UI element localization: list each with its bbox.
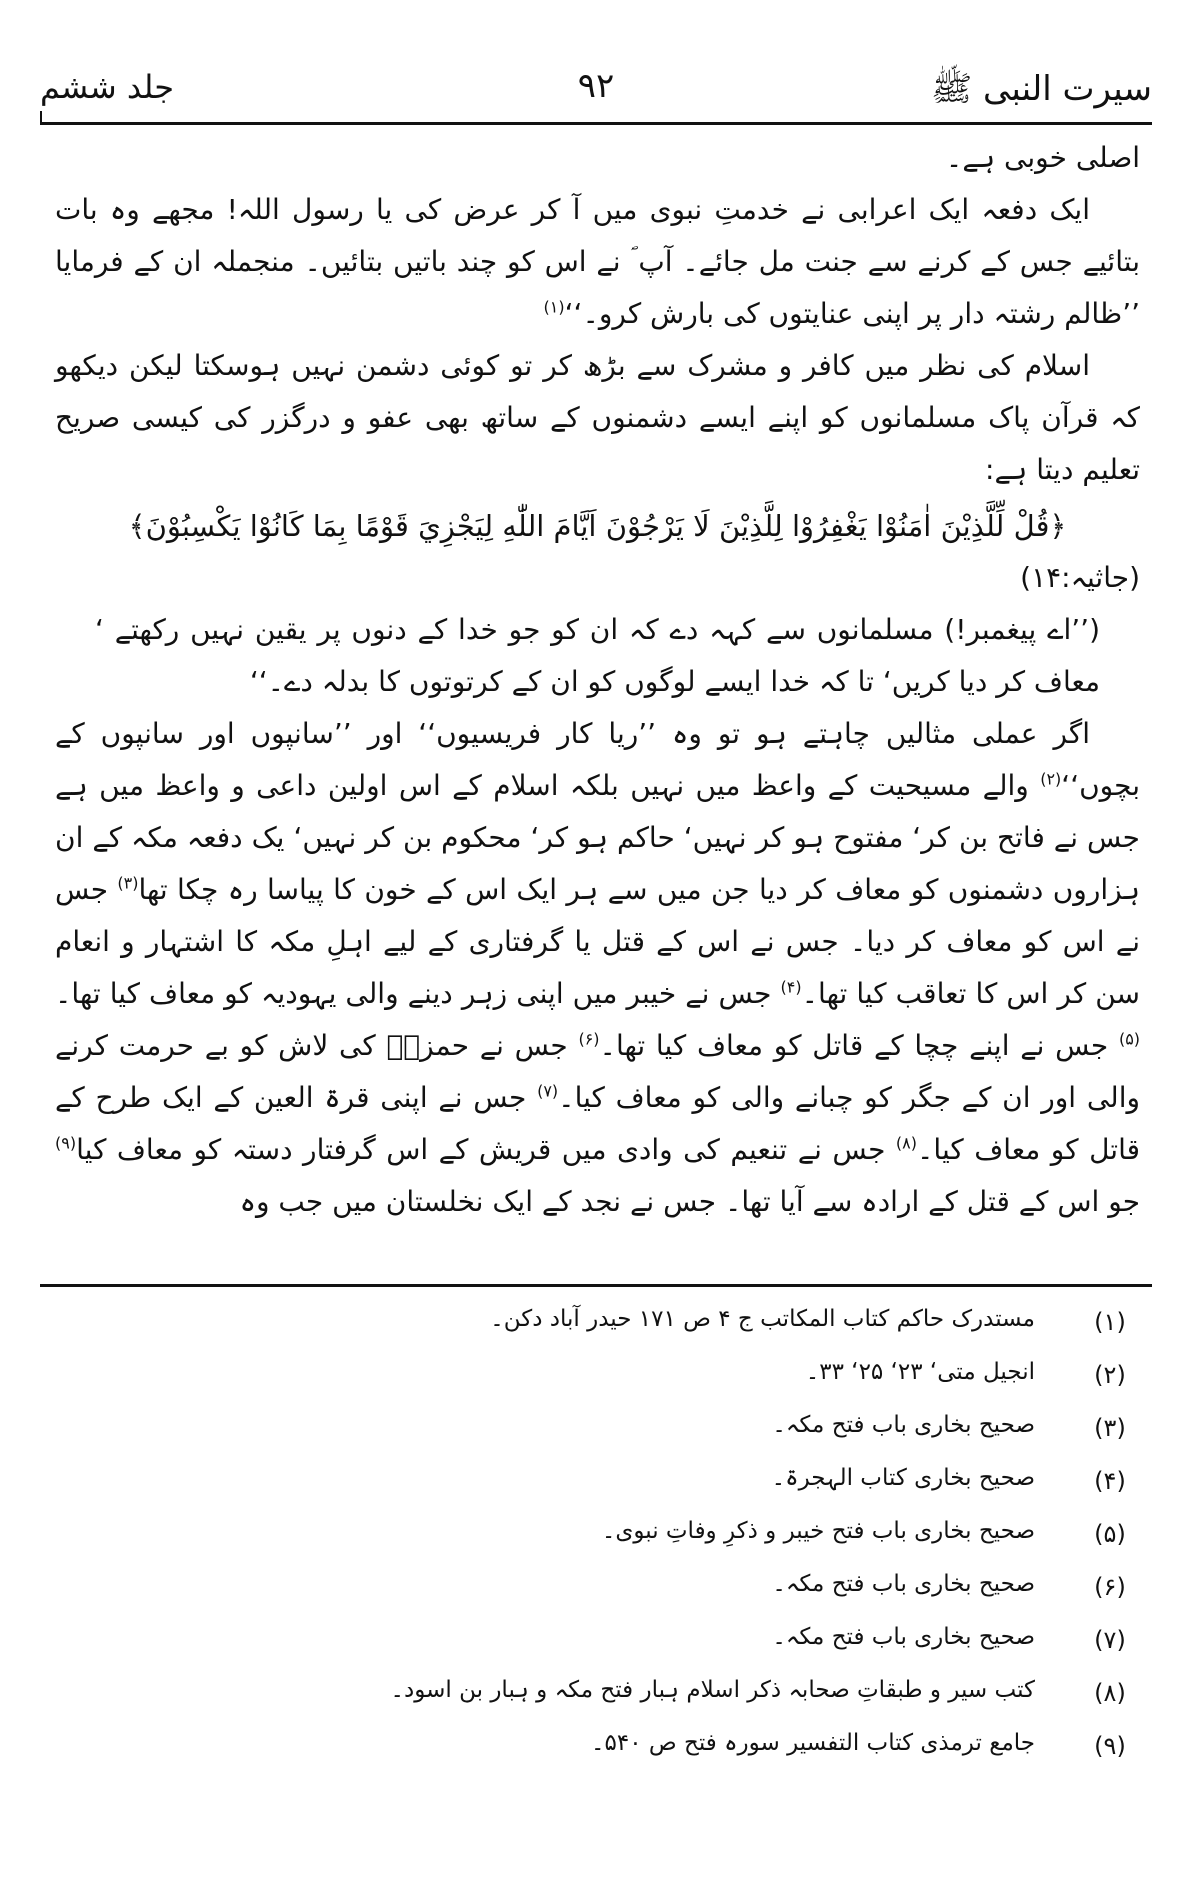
footnote-text: صحیح بخاری کتاب الہجرۃ۔ [771, 1465, 1035, 1491]
footnote-ref: (۹) [55, 1133, 77, 1153]
header-rule-tick [40, 111, 72, 125]
footnote-ref: (۷) [537, 1081, 559, 1101]
footnote-number: (۱) [1094, 1308, 1126, 1336]
footnote [60, 1618, 1140, 1671]
paragraph: اسلام کی نظر میں کافر و مشرک سے بڑھ کر تو کوئی دشمن نہیں ہوسکتا لیکن دیکھو کہ قرآن پاک مسلمانوں کو اپنے ایسے دشمنوں کے ساتھ بھی عفو و درگزر کی کیسی صریح تعلیم دیتا ہے: [55, 349, 1140, 486]
volume-label: جلد ششم [40, 68, 174, 106]
footnote-ref: (۱) [543, 297, 565, 317]
book-title: سیرت النبی ﷺ [931, 69, 1152, 109]
page-number: ۹۲ [577, 66, 615, 106]
footnote [60, 1512, 1140, 1565]
footnote-number: (۳) [1094, 1414, 1126, 1442]
paragraph: اصلی خوبی ہے۔ [945, 141, 1140, 174]
footnote-text: صحیح بخاری باب فتح مکہ۔ [772, 1624, 1035, 1650]
footnote-number: (۷) [1094, 1626, 1126, 1654]
footnote-ref: (۵) [1118, 1029, 1141, 1049]
footnotes [60, 1300, 1140, 1777]
paragraph-text: جس نے حمزہؓ کی لاش کو بے حرمت کرنے والی اور ان کے جگر کو چبانے والی کو معاف کیا۔ [55, 1029, 1140, 1114]
footnote-ref: (۳) [117, 873, 139, 893]
footnote-text: صحیح بخاری باب فتح مکہ۔ [772, 1412, 1035, 1438]
page-header [40, 62, 1152, 122]
header-rule [40, 122, 1152, 125]
paragraph [55, 184, 1140, 340]
paragraph-text: جس نے خیبر میں اپنی زہر دینے والی یہودیہ کو معاف کیا تھا۔ [55, 977, 772, 1010]
footnote-number: (۵) [1094, 1520, 1126, 1548]
paragraph-text: جس نے اپنی قرۃ العین کے ایک طرح کے قاتل کو معاف کیا۔ [55, 1081, 1141, 1166]
footnote [60, 1671, 1140, 1724]
paragraph [55, 708, 1140, 1228]
footnote-text: صحیح بخاری باب فتح مکہ۔ [772, 1571, 1035, 1597]
paragraph-text: جس نے اس کو معاف کر دیا۔ جس نے اس کے قتل یا گرفتاری کے لیے اہلِ مکہ کا اشتہار و انعام سن کر اس کا تعاقب کیا تھا۔ [55, 873, 1140, 1010]
footnote-ref: (۶) [578, 1029, 600, 1049]
footnote-ref: (۸) [895, 1133, 918, 1153]
paragraph-text: ایک دفعہ ایک اعرابی نے خدمتِ نبوی میں آ کر عرض کی یا رسول اللہ! مجھے وہ بات بتائیے جس کے کرنے سے جنت مل جائے۔ آپ ؐ نے اس کو چند باتیں بتائیں۔ منجملہ ان کے فرمایا ’’ظالم رشتہ دار پر اپنی عنایتوں کی بارش کرو۔‘‘ [55, 193, 1140, 330]
quran-verse: ﴿قُلْ لِّلَّذِيْنَ اٰمَنُوْا يَغْفِرُوْا لِلَّذِيْنَ لَا يَرْجُوْنَ اَيَّامَ اللّٰهِ لِيَجْزِيَ قَوْمًا بِمَا كَانُوْا يَكْسِبُوْنَ﴾ [128, 509, 1067, 543]
footnote [60, 1724, 1140, 1777]
footnote-text: کتب سیر و طبقاتِ صحابہ ذکر اسلام ہبار فتح مکہ و ہبار بن اسود۔ [390, 1677, 1035, 1703]
main-text [55, 132, 1140, 1228]
footnote-ref: (۴) [780, 977, 802, 997]
footnote [60, 1300, 1140, 1353]
footnote-text: جامع ترمذی کتاب التفسیر سورہ فتح ص ۵۴۰۔ [591, 1730, 1035, 1756]
footnote-text: مستدرک حاکم کتاب المکاتب ج ۴ ص ۱۷۱ حیدر آباد دکن۔ [490, 1306, 1035, 1332]
paragraph-text: والے مسیحیت کے واعظ میں نہیں بلکہ اسلام کے اس اولین داعی و واعظ میں ہے جس نے فاتح بن کر‘ مفتوح ہو کر نہیں‘ حاکم ہو کر‘ محکوم بن کر نہیں‘ یک دفعہ مکہ کے ان ہزاروں دشمنوں کو معاف کر دیا جن میں سے ہر ایک اس کے خون کا پیاسا رہ چکا تھا [55, 769, 1140, 906]
footnote-text: انجیل متی‘ ۲۳‘ ۲۵‘ ۳۳۔ [805, 1359, 1035, 1385]
paragraph-text: اگر عملی مثالیں چاہتے ہو تو وہ ’’ریا کار فریسیوں‘‘ اور ’’سانپوں اور سانپوں کے بچوں‘‘ [55, 717, 1140, 802]
paragraph-text: جس نے تنعیم کی وادی میں قریش کے اس گرفتار دستہ کو معاف کیا [76, 1133, 886, 1166]
footnote-text: صحیح بخاری باب فتح خیبر و ذکرِ وفاتِ نبوی۔ [601, 1518, 1035, 1544]
footnote [60, 1565, 1140, 1618]
footnote [60, 1353, 1140, 1406]
footnote-number: (۴) [1094, 1467, 1126, 1495]
verse-reference: (جاثیہ:۱۴) [1020, 561, 1140, 594]
footnote [60, 1406, 1140, 1459]
footnote [60, 1459, 1140, 1512]
footnote-number: (۶) [1094, 1573, 1126, 1601]
paragraph-text: جس نے اپنے چچا کے قاتل کو معاف کیا تھا۔ [599, 1029, 1109, 1062]
footnote-number: (۲) [1094, 1361, 1126, 1389]
verse-translation: (’’اے پیغمبر!) مسلمانوں سے کہہ دے کہ ان کو جو خدا کے دنوں پر یقین نہیں رکھتے ‘ معاف کر دیا کریں‘ تا کہ خدا ایسے لوگوں کو ان کے کرتوتوں کا بدلہ دے۔‘‘ [95, 613, 1100, 698]
footnote-number: (۹) [1094, 1732, 1126, 1760]
footnote-rule [40, 1284, 1152, 1287]
paragraph-text: جو اس کے قتل کے ارادہ سے آیا تھا۔ جس نے نجد کے ایک نخلستان میں جب وہ [239, 1185, 1140, 1218]
footnote-ref: (۲) [1040, 769, 1062, 789]
footnote-number: (۸) [1094, 1679, 1126, 1707]
